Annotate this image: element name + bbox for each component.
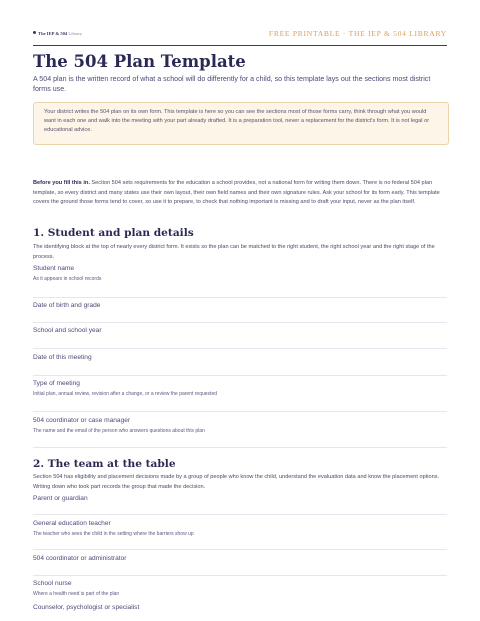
field-coordinator[interactable] [33,417,447,434]
field-underline [33,375,447,376]
field-label: Date of this meeting [33,354,92,361]
field-student-name[interactable] [33,265,447,282]
field-hint: Where a health need is part of the plan [33,591,120,597]
field-underline [33,348,447,349]
top-bar [33,28,447,44]
field-hint: As it appears in school records [33,276,102,282]
field-hint: The teacher who sees the child in the setting where the barriers show up [33,531,194,537]
field-underline [33,447,447,448]
field-label: Counselor, psychologist or specialist [33,604,140,611]
field-underline [33,322,447,323]
brand-suffix: Library [68,31,83,36]
intro-text: Section 504 sets requirements for the education a school provides, not a national form for writing them down. There is no federal 504 plan template, so every district and many states use their own layout, their own field names and their own signature rules. Ask your school for its form early. This template covers the ground those forms tend to cover, so use it to prepare, to check that nothing important is missing and to draft your input, never as the plan itself. [33,180,440,205]
field-underline [33,514,447,515]
field-label: 504 coordinator or case manager [33,417,131,424]
field-hint: The name and the email of the person who answers questions about this plan [33,428,205,434]
intro-lead-in: Before you fill this in. [33,180,90,186]
field-label: Date of birth and grade [33,302,101,309]
field-underline [33,411,447,412]
field-meeting-date[interactable] [33,354,447,361]
field-meeting-type[interactable] [33,380,447,397]
field-counselor[interactable] [33,604,447,611]
brand-name: The IEP & 504 [38,31,68,36]
field-underline [33,575,447,576]
field-label: General education teacher [33,520,111,527]
field-underline [33,549,447,550]
section-2-description: Section 504 has eligibility and placement decisions made by a group of people who know the child, understand the evaluation data and know the placement options. Writing down who took part records the group that made the decision. [33,474,440,490]
field-gen-ed-teacher[interactable] [33,520,447,537]
page-title: The 504 Plan Template [33,52,246,71]
field-parent-guardian[interactable] [33,495,447,502]
field-school-year[interactable] [33,327,447,334]
field-school-nurse[interactable] [33,580,447,597]
field-label: School nurse [33,580,72,587]
field-label: Student name [33,265,75,272]
intro-paragraph [33,179,447,208]
notice-box: Your district writes the 504 plan on its own form. This template is here so you can see the sections most of those forms carry, think through what you would want in each one and walk into the meeting with your part already drafted. It is a preparation tool, never a replacement for the district's form. It is not legal or educational advice. [33,102,449,145]
field-underline [33,297,447,298]
field-label: Type of meeting [33,380,80,387]
kicker-text: FREE PRINTABLE · THE IEP & 504 LIBRARY [268,29,447,38]
brand-dot-icon [33,31,36,34]
field-label: 504 coordinator or administrator [33,555,127,562]
field-coordinator-admin[interactable] [33,555,447,562]
field-label: Parent or guardian [33,495,88,502]
section-2-title: 2. The team at the table [33,458,176,470]
section-1-title: 1. Student and plan details [33,227,194,239]
field-hint: Initial plan, annual review, revision after a change, or a review the parent requested [33,391,217,397]
lead-paragraph: A 504 plan is the written record of what a school will do differently for a child, so this template lays out the sections most district forms use. [33,75,431,93]
section-1-description: The identifying block at the top of nearly every district form. It exists so the plan can be matched to the right student, the right school year and the right stage of the process. [33,244,435,260]
brand-logo[interactable] [33,31,82,36]
header-rule [33,45,447,46]
field-label: School and school year [33,327,102,334]
field-date-of-birth-grade[interactable] [33,302,447,309]
